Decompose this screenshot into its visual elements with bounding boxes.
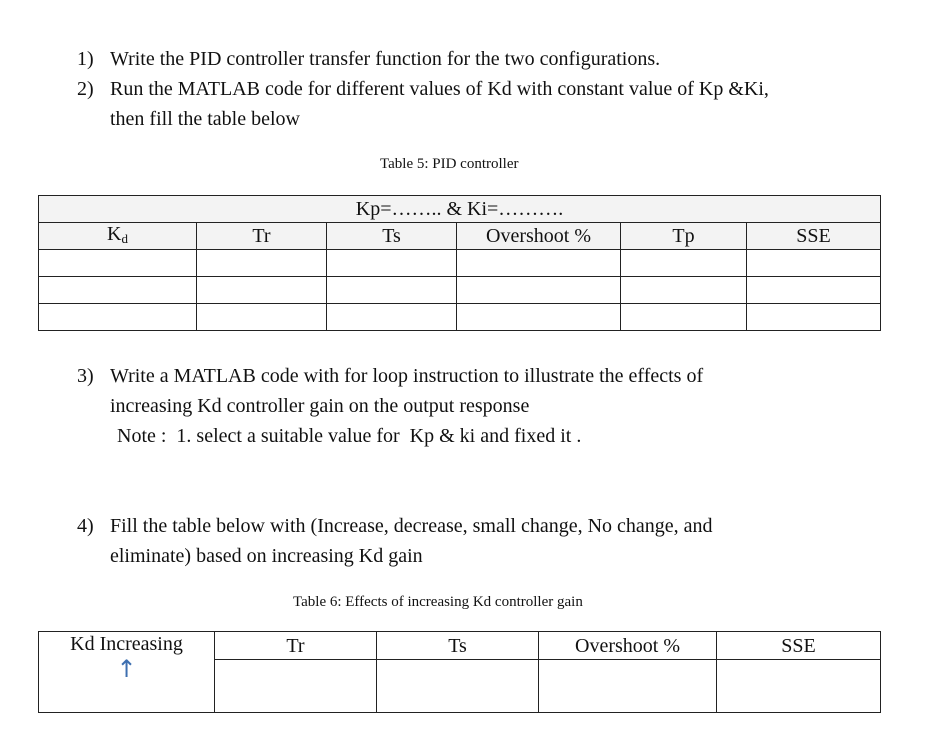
arrow-up-icon: ↑ [116, 655, 137, 683]
table-5-header-overshoot: Overshoot % [457, 223, 621, 250]
table-cell [377, 660, 539, 713]
question-4-number: 4) [77, 515, 94, 537]
table-cell [621, 277, 747, 304]
table-cell [457, 250, 621, 277]
table-cell [39, 304, 197, 331]
table-cell [327, 250, 457, 277]
table-6-header-row [39, 632, 881, 660]
table-6-header-overshoot: Overshoot % [539, 632, 717, 660]
question-1-text: Write the PID controller transfer function for the two configurations. [110, 48, 661, 70]
table-cell [621, 304, 747, 331]
table-5-header-tp: Tp [621, 223, 747, 250]
table-cell [457, 277, 621, 304]
question-1-number: 1) [77, 48, 94, 70]
table-5-header-tr: Tr [197, 223, 327, 250]
table-row [39, 304, 881, 331]
kd-increasing-label: Kd Increasing [70, 633, 183, 655]
question-2-number: 2) [77, 78, 94, 100]
question-2-line-2: then fill the table below [110, 108, 300, 130]
kd-label: K [107, 222, 122, 245]
question-3-line-2: increasing Kd controller gain on the output response [110, 395, 530, 417]
table-5-header-row [39, 223, 881, 250]
table-6-header-kd-increasing [39, 632, 215, 713]
table-cell [197, 250, 327, 277]
question-3-line-1: Write a MATLAB code with for loop instruction to illustrate the effects of [110, 365, 704, 387]
table-5-header-ts: Ts [327, 223, 457, 250]
table-cell [215, 660, 377, 713]
table-cell [747, 277, 881, 304]
table-cell [621, 250, 747, 277]
table-cell [457, 304, 621, 331]
table-6-header-tr: Tr [215, 632, 377, 660]
table-5-param-row [39, 196, 881, 223]
table-cell [197, 277, 327, 304]
table-5-caption: Table 5: PID controller [380, 156, 519, 172]
table-6-header-sse: SSE [717, 632, 881, 660]
table-row [39, 277, 881, 304]
question-2-line-1: Run the MATLAB code for different values of Kd with constant value of Kp &Ki, [110, 78, 769, 100]
table-5 [38, 195, 881, 331]
table-cell [197, 304, 327, 331]
question-4-line-1: Fill the table below with (Increase, decrease, small change, No change, and [110, 515, 713, 537]
question-4-line-2: eliminate) based on increasing Kd gain [110, 545, 423, 567]
table-cell [327, 277, 457, 304]
table-cell [747, 250, 881, 277]
table-6 [38, 631, 881, 713]
table-row [39, 250, 881, 277]
table-6-caption: Table 6: Effects of increasing Kd controller gain [293, 594, 583, 610]
table-6-header-ts: Ts [377, 632, 539, 660]
table-cell [39, 277, 197, 304]
question-3-note: Note : 1. select a suitable value for Kp & ki and fixed it . [117, 425, 582, 447]
table-5-header-kd [39, 223, 197, 250]
table-5-param-header: Kp=…….. & Ki=………. [355, 198, 564, 220]
kd-subscript: d [121, 230, 128, 246]
question-3-number: 3) [77, 365, 94, 387]
table-cell [717, 660, 881, 713]
table-cell [539, 660, 717, 713]
table-cell [747, 304, 881, 331]
table-cell [327, 304, 457, 331]
table-cell [39, 250, 197, 277]
table-5-header-sse: SSE [747, 223, 881, 250]
